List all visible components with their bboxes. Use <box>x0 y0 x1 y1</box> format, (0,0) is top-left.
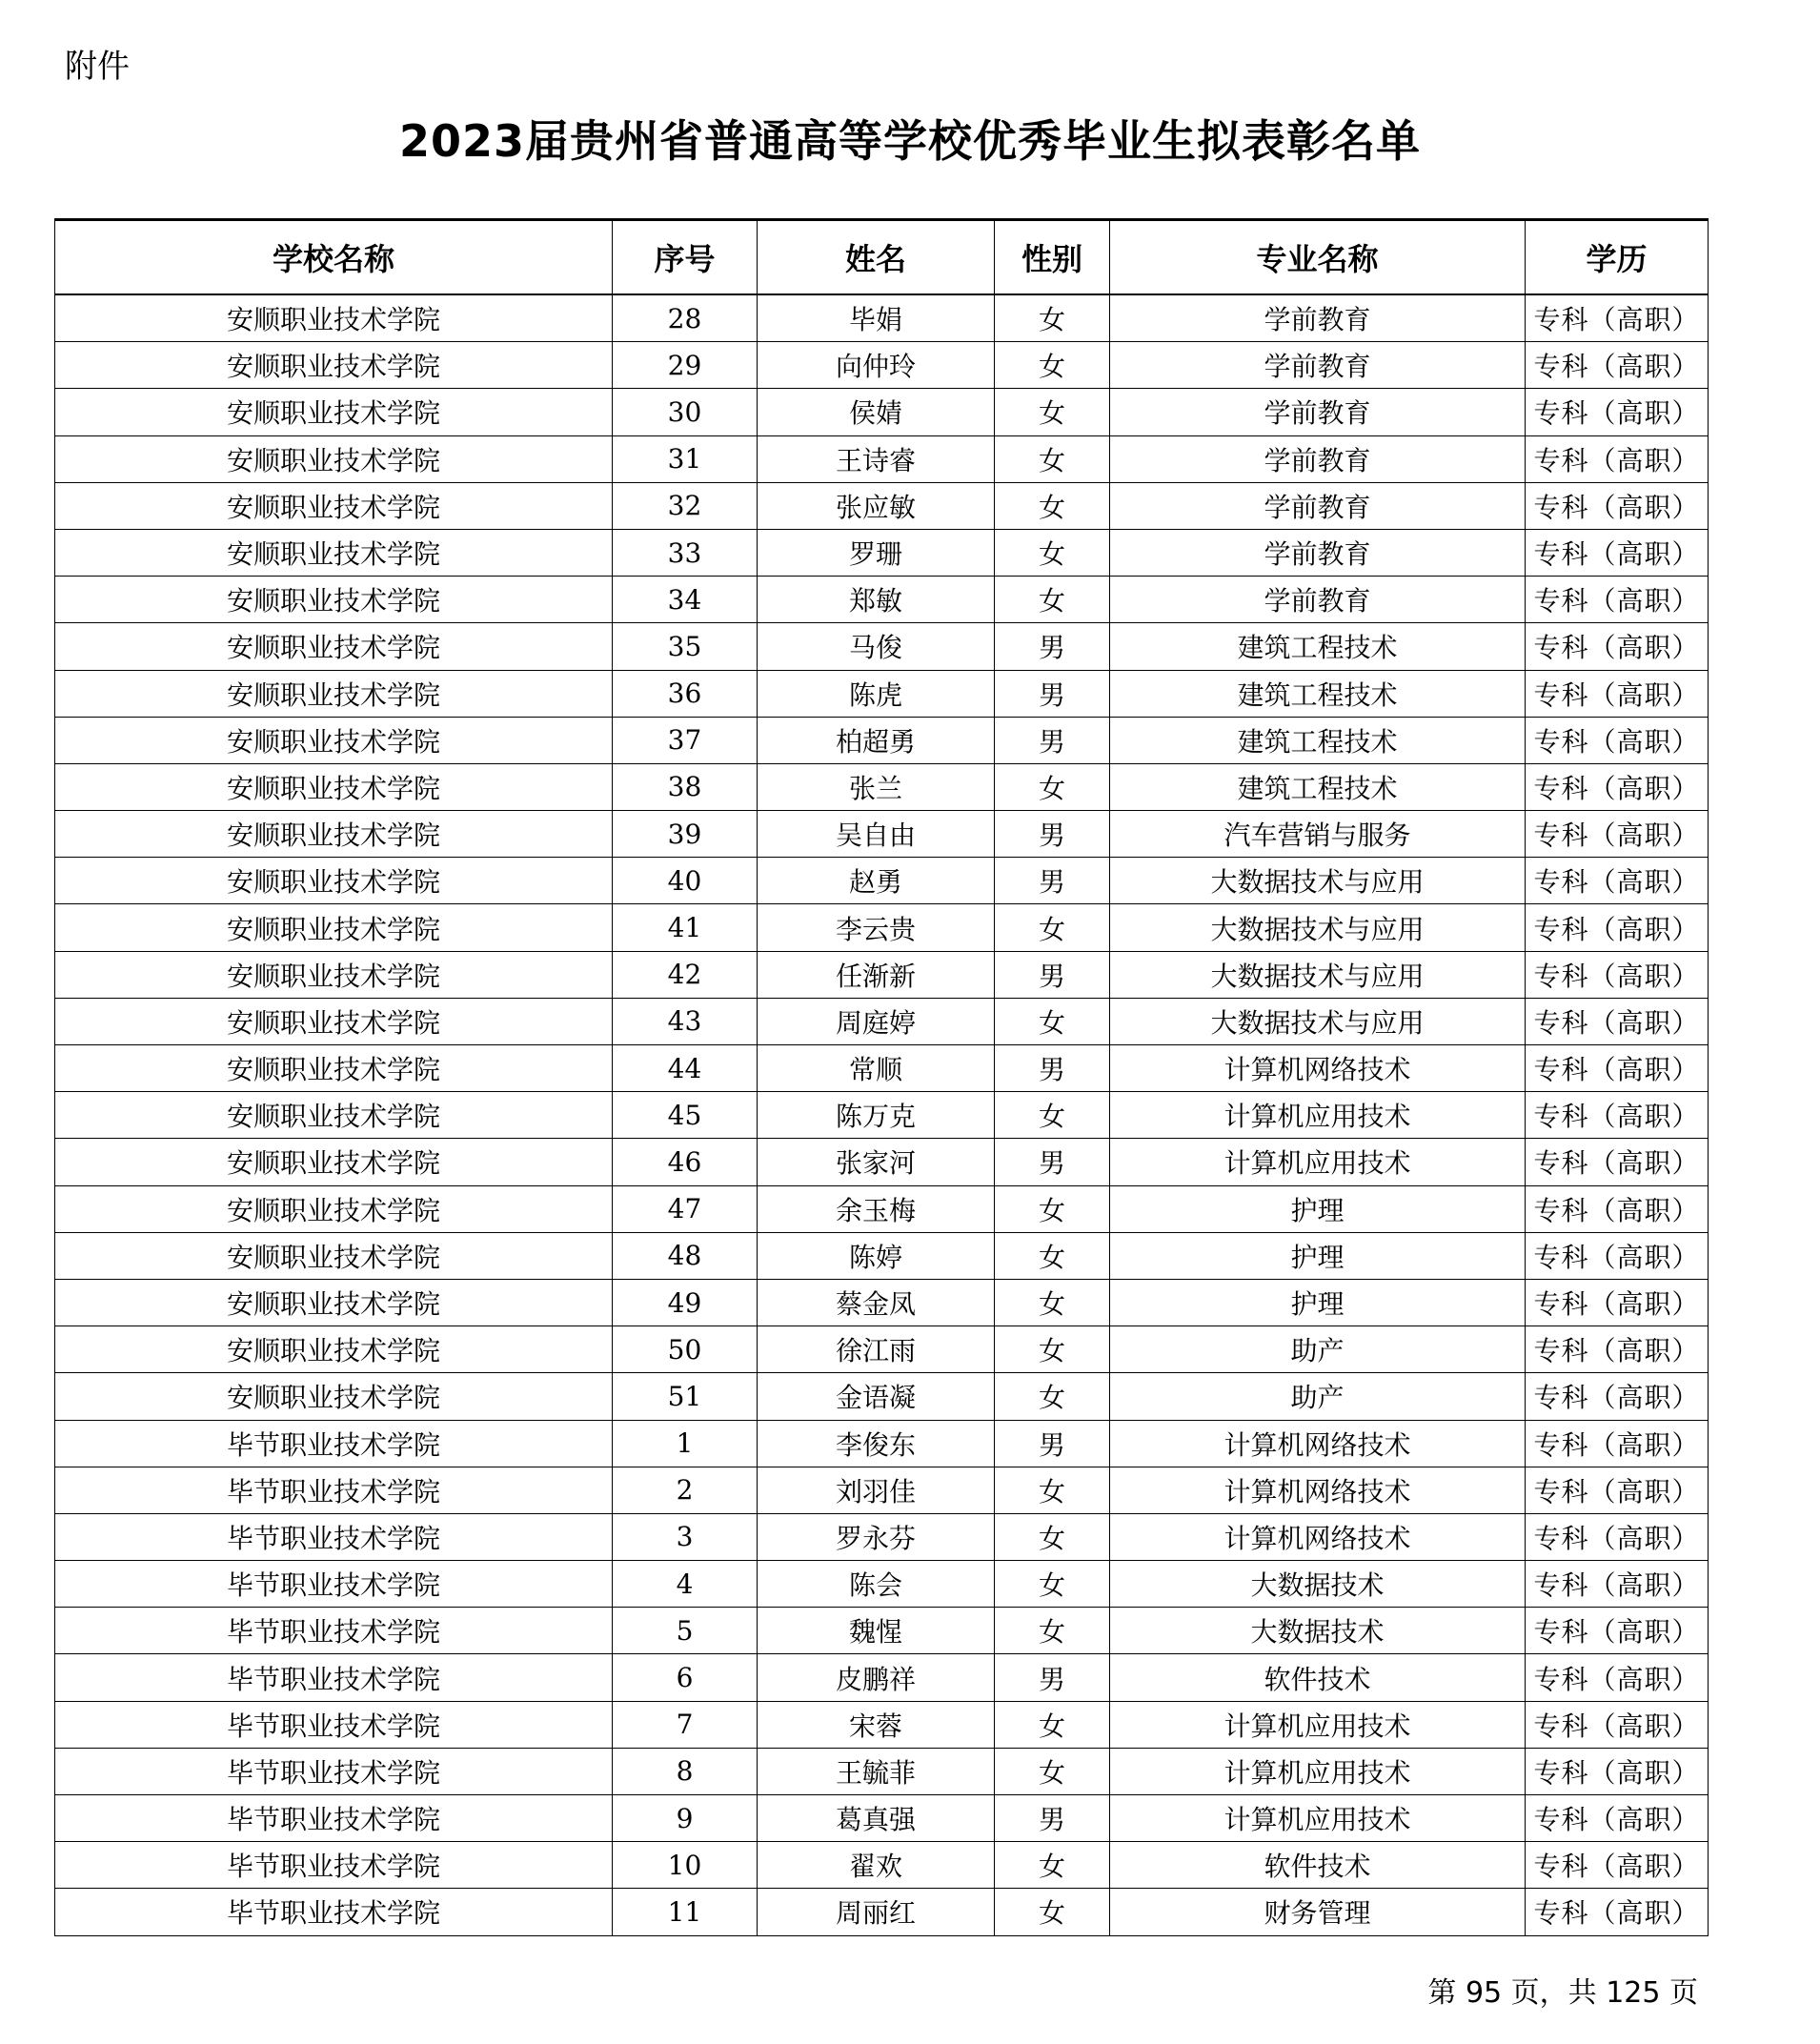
name-cell: 翟欢 <box>758 1842 995 1889</box>
gender-cell: 女 <box>995 1701 1110 1748</box>
table-row <box>55 1232 1709 1279</box>
gender-cell: 女 <box>995 577 1110 623</box>
table-row <box>55 577 1709 623</box>
gender-cell: 女 <box>995 1513 1110 1560</box>
gender-cell: 女 <box>995 1889 1110 1935</box>
degree-cell: 专科（高职） <box>1526 1139 1709 1185</box>
serial-cell: 46 <box>613 1139 758 1185</box>
serial-cell: 32 <box>613 482 758 529</box>
name-cell: 马俊 <box>758 623 995 670</box>
degree-cell: 专科（高职） <box>1526 1420 1709 1467</box>
gender-cell: 女 <box>995 1185 1110 1232</box>
degree-cell: 专科（高职） <box>1526 858 1709 904</box>
serial-cell: 49 <box>613 1279 758 1326</box>
table-row <box>55 342 1709 389</box>
gender-cell: 男 <box>995 951 1110 998</box>
gender-cell: 女 <box>995 904 1110 951</box>
name-cell: 宋蓉 <box>758 1701 995 1748</box>
gender-cell: 男 <box>995 858 1110 904</box>
school-cell: 毕节职业技术学院 <box>55 1795 613 1842</box>
degree-cell: 专科（高职） <box>1526 1654 1709 1701</box>
major-cell: 财务管理 <box>1110 1889 1526 1935</box>
table-row <box>55 1279 1709 1326</box>
major-cell: 学前教育 <box>1110 294 1526 342</box>
major-cell: 建筑工程技术 <box>1110 623 1526 670</box>
major-cell: 软件技术 <box>1110 1654 1526 1701</box>
column-header-school: 学校名称 <box>55 220 613 295</box>
table-row <box>55 1326 1709 1373</box>
school-cell: 毕节职业技术学院 <box>55 1654 613 1701</box>
serial-cell: 42 <box>613 951 758 998</box>
table-row <box>55 1139 1709 1185</box>
table-row <box>55 998 1709 1044</box>
school-cell: 安顺职业技术学院 <box>55 577 613 623</box>
gender-cell: 女 <box>995 1561 1110 1608</box>
major-cell: 学前教育 <box>1110 342 1526 389</box>
table-row <box>55 623 1709 670</box>
name-cell: 常顺 <box>758 1045 995 1092</box>
table-row <box>55 389 1709 435</box>
gender-cell: 男 <box>995 1420 1110 1467</box>
name-cell: 郑敏 <box>758 577 995 623</box>
major-cell: 学前教育 <box>1110 577 1526 623</box>
degree-cell: 专科（高职） <box>1526 951 1709 998</box>
serial-cell: 7 <box>613 1701 758 1748</box>
gender-cell: 男 <box>995 1045 1110 1092</box>
name-cell: 任渐新 <box>758 951 995 998</box>
school-cell: 安顺职业技术学院 <box>55 998 613 1044</box>
degree-cell: 专科（高职） <box>1526 623 1709 670</box>
serial-cell: 29 <box>613 342 758 389</box>
degree-cell: 专科（高职） <box>1526 1373 1709 1420</box>
serial-cell: 11 <box>613 1889 758 1935</box>
serial-cell: 6 <box>613 1654 758 1701</box>
name-cell: 毕娟 <box>758 294 995 342</box>
school-cell: 毕节职业技术学院 <box>55 1513 613 1560</box>
degree-cell: 专科（高职） <box>1526 1045 1709 1092</box>
name-cell: 向仲玲 <box>758 342 995 389</box>
serial-cell: 9 <box>613 1795 758 1842</box>
school-cell: 毕节职业技术学院 <box>55 1889 613 1935</box>
school-cell: 安顺职业技术学院 <box>55 858 613 904</box>
major-cell: 护理 <box>1110 1185 1526 1232</box>
serial-cell: 39 <box>613 811 758 858</box>
gender-cell: 男 <box>995 623 1110 670</box>
major-cell: 学前教育 <box>1110 389 1526 435</box>
gender-cell: 男 <box>995 717 1110 763</box>
table-row <box>55 294 1709 342</box>
major-cell: 大数据技术与应用 <box>1110 951 1526 998</box>
degree-cell: 专科（高职） <box>1526 342 1709 389</box>
name-cell: 陈婷 <box>758 1232 995 1279</box>
school-cell: 安顺职业技术学院 <box>55 1326 613 1373</box>
name-cell: 陈虎 <box>758 670 995 717</box>
table-row <box>55 904 1709 951</box>
school-cell: 安顺职业技术学院 <box>55 951 613 998</box>
table-row <box>55 1561 1709 1608</box>
table-row <box>55 1608 1709 1654</box>
gender-cell: 女 <box>995 389 1110 435</box>
school-cell: 安顺职业技术学院 <box>55 623 613 670</box>
school-cell: 安顺职业技术学院 <box>55 1045 613 1092</box>
column-header-gender: 性别 <box>995 220 1110 295</box>
degree-cell: 专科（高职） <box>1526 998 1709 1044</box>
table-row <box>55 1842 1709 1889</box>
table-row <box>55 1420 1709 1467</box>
serial-cell: 10 <box>613 1842 758 1889</box>
school-cell: 毕节职业技术学院 <box>55 1842 613 1889</box>
major-cell: 计算机网络技术 <box>1110 1513 1526 1560</box>
table-row <box>55 1092 1709 1139</box>
degree-cell: 专科（高职） <box>1526 1701 1709 1748</box>
school-cell: 毕节职业技术学院 <box>55 1608 613 1654</box>
gender-cell: 女 <box>995 342 1110 389</box>
degree-cell: 专科（高职） <box>1526 763 1709 810</box>
degree-cell: 专科（高职） <box>1526 717 1709 763</box>
gender-cell: 女 <box>995 482 1110 529</box>
major-cell: 助产 <box>1110 1326 1526 1373</box>
school-cell: 安顺职业技术学院 <box>55 529 613 576</box>
school-cell: 安顺职业技术学院 <box>55 811 613 858</box>
serial-cell: 28 <box>613 294 758 342</box>
table-row <box>55 1654 1709 1701</box>
school-cell: 毕节职业技术学院 <box>55 1420 613 1467</box>
degree-cell: 专科（高职） <box>1526 1842 1709 1889</box>
serial-cell: 48 <box>613 1232 758 1279</box>
serial-cell: 8 <box>613 1748 758 1794</box>
degree-cell: 专科（高职） <box>1526 1561 1709 1608</box>
school-cell: 安顺职业技术学院 <box>55 482 613 529</box>
serial-cell: 34 <box>613 577 758 623</box>
name-cell: 陈会 <box>758 1561 995 1608</box>
degree-cell: 专科（高职） <box>1526 1748 1709 1794</box>
major-cell: 计算机应用技术 <box>1110 1701 1526 1748</box>
school-cell: 安顺职业技术学院 <box>55 294 613 342</box>
degree-cell: 专科（高职） <box>1526 1608 1709 1654</box>
serial-cell: 45 <box>613 1092 758 1139</box>
name-cell: 葛真强 <box>758 1795 995 1842</box>
column-header-serial: 序号 <box>613 220 758 295</box>
page-number: 第 95 页，共 125 页 <box>1427 1976 1698 2010</box>
name-cell: 吴自由 <box>758 811 995 858</box>
serial-cell: 47 <box>613 1185 758 1232</box>
school-cell: 毕节职业技术学院 <box>55 1701 613 1748</box>
school-cell: 毕节职业技术学院 <box>55 1748 613 1794</box>
table-row <box>55 811 1709 858</box>
major-cell: 学前教育 <box>1110 529 1526 576</box>
major-cell: 大数据技术与应用 <box>1110 904 1526 951</box>
serial-cell: 36 <box>613 670 758 717</box>
gender-cell: 男 <box>995 1139 1110 1185</box>
serial-cell: 37 <box>613 717 758 763</box>
major-cell: 建筑工程技术 <box>1110 763 1526 810</box>
gender-cell: 女 <box>995 763 1110 810</box>
degree-cell: 专科（高职） <box>1526 1232 1709 1279</box>
table-row <box>55 482 1709 529</box>
school-cell: 安顺职业技术学院 <box>55 1279 613 1326</box>
major-cell: 计算机应用技术 <box>1110 1795 1526 1842</box>
degree-cell: 专科（高职） <box>1526 1279 1709 1326</box>
table-row <box>55 1701 1709 1748</box>
serial-cell: 33 <box>613 529 758 576</box>
major-cell: 计算机网络技术 <box>1110 1420 1526 1467</box>
gender-cell: 女 <box>995 998 1110 1044</box>
serial-cell: 1 <box>613 1420 758 1467</box>
school-cell: 安顺职业技术学院 <box>55 1185 613 1232</box>
table-row <box>55 1513 1709 1560</box>
table-row <box>55 529 1709 576</box>
degree-cell: 专科（高职） <box>1526 294 1709 342</box>
major-cell: 护理 <box>1110 1232 1526 1279</box>
name-cell: 王毓菲 <box>758 1748 995 1794</box>
name-cell: 周丽红 <box>758 1889 995 1935</box>
name-cell: 柏超勇 <box>758 717 995 763</box>
gender-cell: 女 <box>995 1373 1110 1420</box>
serial-cell: 40 <box>613 858 758 904</box>
gender-cell: 男 <box>995 670 1110 717</box>
name-cell: 李俊东 <box>758 1420 995 1467</box>
gender-cell: 男 <box>995 811 1110 858</box>
column-header-degree: 学历 <box>1526 220 1709 295</box>
serial-cell: 38 <box>613 763 758 810</box>
major-cell: 汽车营销与服务 <box>1110 811 1526 858</box>
gender-cell: 女 <box>995 529 1110 576</box>
name-cell: 张兰 <box>758 763 995 810</box>
name-cell: 罗珊 <box>758 529 995 576</box>
name-cell: 王诗睿 <box>758 435 995 482</box>
degree-cell: 专科（高职） <box>1526 1185 1709 1232</box>
table-row <box>55 670 1709 717</box>
serial-cell: 31 <box>613 435 758 482</box>
major-cell: 学前教育 <box>1110 482 1526 529</box>
major-cell: 大数据技术 <box>1110 1561 1526 1608</box>
school-cell: 安顺职业技术学院 <box>55 1139 613 1185</box>
major-cell: 计算机网络技术 <box>1110 1467 1526 1513</box>
serial-cell: 44 <box>613 1045 758 1092</box>
degree-cell: 专科（高职） <box>1526 1092 1709 1139</box>
table-header <box>55 220 1709 295</box>
degree-cell: 专科（高职） <box>1526 904 1709 951</box>
school-cell: 安顺职业技术学院 <box>55 1232 613 1279</box>
school-cell: 安顺职业技术学院 <box>55 717 613 763</box>
school-cell: 毕节职业技术学院 <box>55 1561 613 1608</box>
school-cell: 毕节职业技术学院 <box>55 1467 613 1513</box>
degree-cell: 专科（高职） <box>1526 529 1709 576</box>
serial-cell: 43 <box>613 998 758 1044</box>
serial-cell: 51 <box>613 1373 758 1420</box>
name-cell: 魏惺 <box>758 1608 995 1654</box>
table-row <box>55 435 1709 482</box>
school-cell: 安顺职业技术学院 <box>55 1092 613 1139</box>
gender-cell: 女 <box>995 435 1110 482</box>
gender-cell: 女 <box>995 1326 1110 1373</box>
degree-cell: 专科（高职） <box>1526 482 1709 529</box>
gender-cell: 女 <box>995 1467 1110 1513</box>
name-cell: 赵勇 <box>758 858 995 904</box>
major-cell: 建筑工程技术 <box>1110 717 1526 763</box>
serial-cell: 41 <box>613 904 758 951</box>
degree-cell: 专科（高职） <box>1526 670 1709 717</box>
major-cell: 计算机应用技术 <box>1110 1139 1526 1185</box>
name-cell: 张应敏 <box>758 482 995 529</box>
school-cell: 安顺职业技术学院 <box>55 435 613 482</box>
column-header-name: 姓名 <box>758 220 995 295</box>
degree-cell: 专科（高职） <box>1526 435 1709 482</box>
table-row <box>55 1185 1709 1232</box>
degree-cell: 专科（高职） <box>1526 1326 1709 1373</box>
major-cell: 大数据技术与应用 <box>1110 998 1526 1044</box>
gender-cell: 女 <box>995 1842 1110 1889</box>
name-cell: 侯婧 <box>758 389 995 435</box>
major-cell: 计算机网络技术 <box>1110 1045 1526 1092</box>
school-cell: 安顺职业技术学院 <box>55 389 613 435</box>
degree-cell: 专科（高职） <box>1526 1467 1709 1513</box>
school-cell: 安顺职业技术学院 <box>55 763 613 810</box>
major-cell: 计算机应用技术 <box>1110 1092 1526 1139</box>
honoree-table <box>54 218 1709 1936</box>
name-cell: 陈万克 <box>758 1092 995 1139</box>
table-row <box>55 858 1709 904</box>
major-cell: 软件技术 <box>1110 1842 1526 1889</box>
major-cell: 大数据技术与应用 <box>1110 858 1526 904</box>
name-cell: 张家河 <box>758 1139 995 1185</box>
major-cell: 护理 <box>1110 1279 1526 1326</box>
gender-cell: 男 <box>995 1795 1110 1842</box>
major-cell: 助产 <box>1110 1373 1526 1420</box>
table-row <box>55 1467 1709 1513</box>
degree-cell: 专科（高职） <box>1526 1513 1709 1560</box>
serial-cell: 5 <box>613 1608 758 1654</box>
gender-cell: 男 <box>995 1654 1110 1701</box>
major-cell: 大数据技术 <box>1110 1608 1526 1654</box>
gender-cell: 女 <box>995 1608 1110 1654</box>
name-cell: 李云贵 <box>758 904 995 951</box>
degree-cell: 专科（高职） <box>1526 1889 1709 1935</box>
name-cell: 余玉梅 <box>758 1185 995 1232</box>
table-row <box>55 1795 1709 1842</box>
name-cell: 皮鹏祥 <box>758 1654 995 1701</box>
table-body <box>55 294 1709 1935</box>
serial-cell: 4 <box>613 1561 758 1608</box>
school-cell: 安顺职业技术学院 <box>55 342 613 389</box>
degree-cell: 专科（高职） <box>1526 1795 1709 1842</box>
serial-cell: 30 <box>613 389 758 435</box>
school-cell: 安顺职业技术学院 <box>55 1373 613 1420</box>
table-row <box>55 1748 1709 1794</box>
degree-cell: 专科（高职） <box>1526 811 1709 858</box>
major-cell: 学前教育 <box>1110 435 1526 482</box>
serial-cell: 3 <box>613 1513 758 1560</box>
header-row <box>55 220 1709 295</box>
document-title: 2023届贵州省普通高等学校优秀毕业生拟表彰名单 <box>398 115 1422 167</box>
gender-cell: 女 <box>995 1748 1110 1794</box>
name-cell: 刘羽佳 <box>758 1467 995 1513</box>
serial-cell: 2 <box>613 1467 758 1513</box>
school-cell: 安顺职业技术学院 <box>55 670 613 717</box>
major-cell: 建筑工程技术 <box>1110 670 1526 717</box>
serial-cell: 50 <box>613 1326 758 1373</box>
table-row <box>55 1889 1709 1935</box>
name-cell: 周庭婷 <box>758 998 995 1044</box>
column-header-major: 专业名称 <box>1110 220 1526 295</box>
degree-cell: 专科（高职） <box>1526 389 1709 435</box>
name-cell: 徐江雨 <box>758 1326 995 1373</box>
table-row <box>55 1045 1709 1092</box>
table-row <box>55 717 1709 763</box>
serial-cell: 35 <box>613 623 758 670</box>
school-cell: 安顺职业技术学院 <box>55 904 613 951</box>
attachment-label: 附件 <box>65 48 130 86</box>
gender-cell: 女 <box>995 1232 1110 1279</box>
table-row <box>55 951 1709 998</box>
name-cell: 蔡金凤 <box>758 1279 995 1326</box>
gender-cell: 女 <box>995 1279 1110 1326</box>
name-cell: 罗永芬 <box>758 1513 995 1560</box>
table-row <box>55 763 1709 810</box>
degree-cell: 专科（高职） <box>1526 577 1709 623</box>
gender-cell: 女 <box>995 1092 1110 1139</box>
table-row <box>55 1373 1709 1420</box>
gender-cell: 女 <box>995 294 1110 342</box>
name-cell: 金语凝 <box>758 1373 995 1420</box>
major-cell: 计算机应用技术 <box>1110 1748 1526 1794</box>
